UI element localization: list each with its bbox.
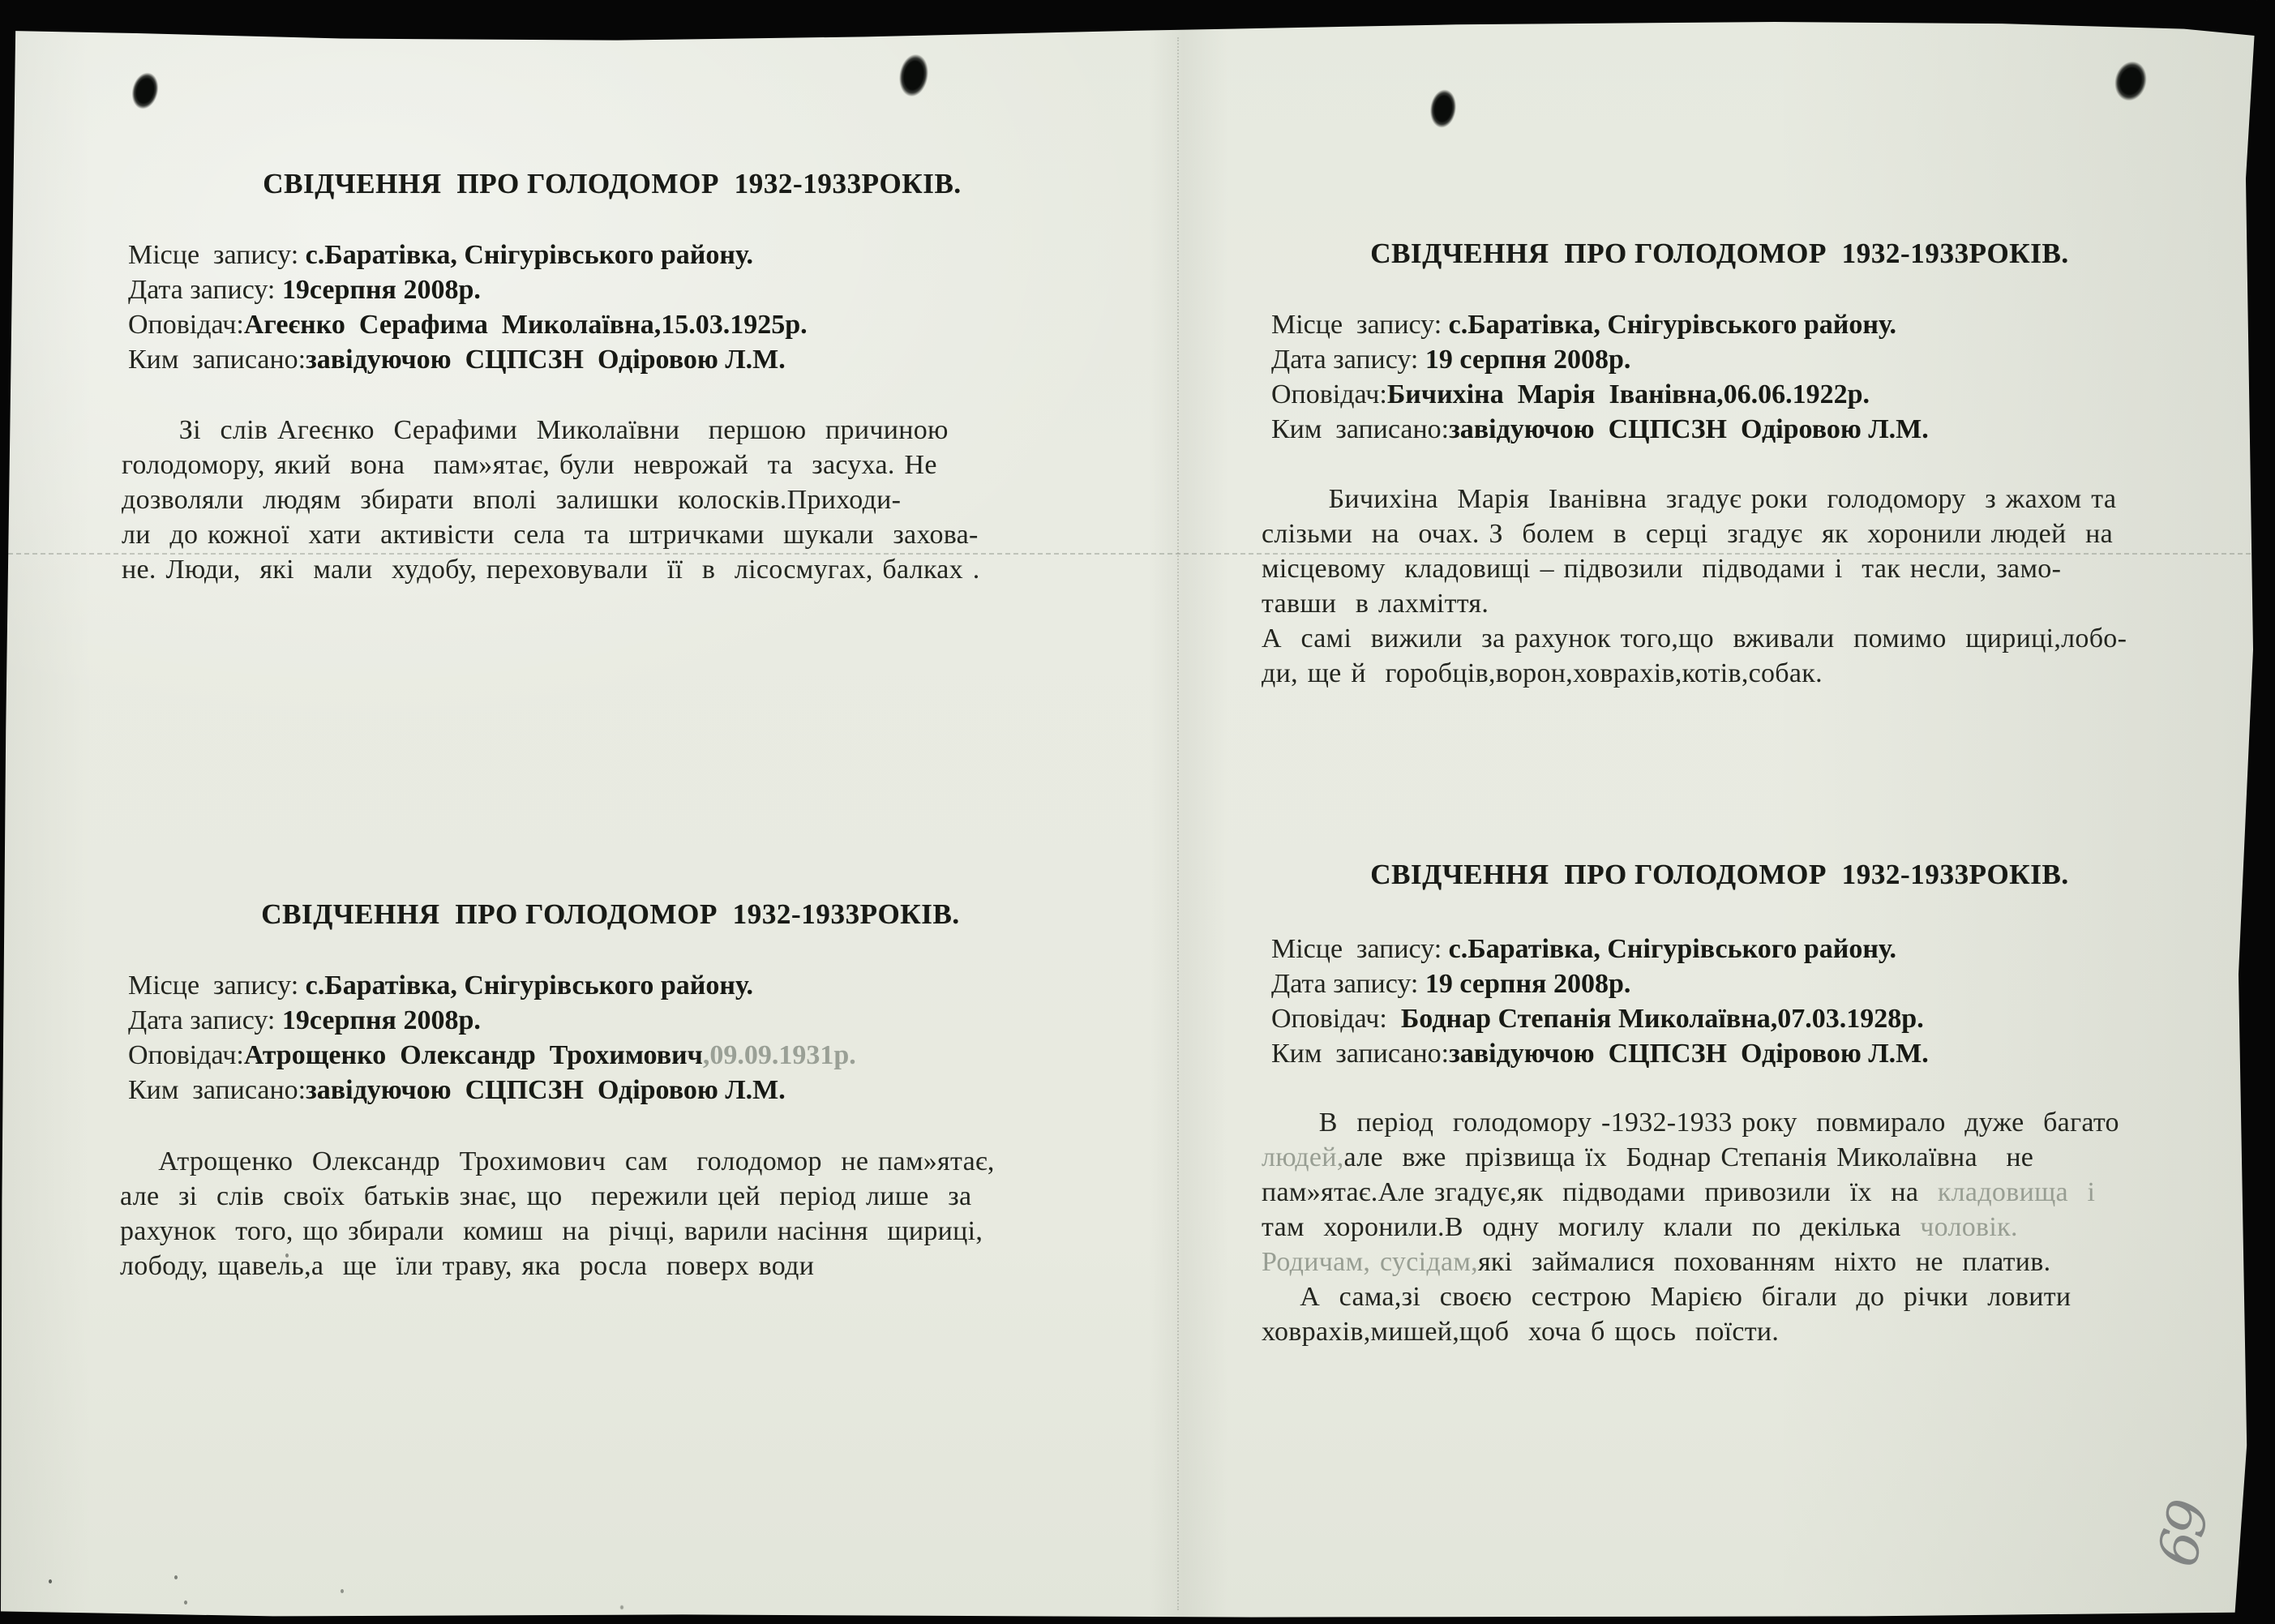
testimony-meta — [128, 968, 856, 1108]
meta-line — [1271, 1036, 1929, 1071]
body-line: голодомору, який вона пам»ятає, були неврожай та засуха. Не — [122, 450, 937, 480]
meta-line — [1271, 412, 1929, 447]
meta-line — [1271, 1001, 1929, 1036]
testimony-meta — [1271, 932, 1929, 1071]
body-line — [1262, 1245, 2275, 1279]
body-line: дозволяли людям збирати вполі залишки колосків.Приходи- — [122, 485, 902, 515]
body-segment: які займалися похованням ніхто не платив. — [1477, 1247, 2051, 1277]
meta-value: завідуючою СЦПСЗН Одіровою Л.М. — [1449, 1039, 1929, 1069]
meta-value: Агеєнко Серафима Миколаївна,15.03.1925р. — [243, 310, 808, 340]
punch-hole — [1425, 85, 1460, 132]
meta-label: Місце запису: — [128, 971, 306, 1001]
body-line: слізьми на очах. З болем в серці згадує як хоронили людей на — [1262, 519, 2113, 549]
meta-value: 19 серпня 2008р. — [1425, 969, 1631, 999]
meta-label: Місце запису: — [1271, 934, 1449, 964]
punch-hole — [126, 66, 165, 114]
body-line: лободу, щавель,а ще їли траву, яка росла поверх води — [120, 1251, 815, 1281]
body-segment: Родичам, сусідам, — [1262, 1247, 1478, 1277]
punch-hole — [2108, 55, 2153, 108]
testimony-body — [122, 413, 1095, 587]
testimony-meta — [128, 238, 808, 377]
body-line: А сама,зі своєю сестрою Марією бігали до річки ловити — [1262, 1282, 2071, 1312]
meta-line — [1271, 377, 1929, 412]
meta-label: Ким записано: — [128, 1075, 306, 1105]
body-line — [1262, 1140, 2275, 1175]
meta-label: Оповідач: — [128, 1040, 244, 1070]
testimony-body — [1262, 1105, 2275, 1349]
body-line: Зі слів Агеєнко Серафими Миколаївни першою причиною — [122, 415, 949, 445]
testimony-title: СВІДЧЕННЯ ПРО ГОЛОДОМОР 1932-1933РОКІВ. — [1370, 238, 2069, 269]
meta-line — [128, 238, 808, 272]
body-segment: але вже прізвища їх Боднар Степанія Миколаївна не — [1343, 1142, 2034, 1172]
meta-line — [128, 342, 808, 377]
meta-value: 19 серпня 2008р. — [1425, 345, 1631, 375]
meta-value: с.Баратівка, Снігурівського району. — [1448, 934, 1897, 964]
handwritten-page-number: 69 — [2143, 1493, 2220, 1568]
meta-label: Дата запису: — [128, 1005, 282, 1035]
meta-line — [1271, 932, 1929, 966]
body-line — [1262, 1175, 2275, 1210]
horizontal-fold-crease — [0, 553, 2275, 555]
meta-line — [1271, 342, 1929, 377]
meta-label: Ким записано: — [1271, 1039, 1450, 1069]
meta-value: завідуючою СЦПСЗН Одіровою Л.М. — [306, 1075, 786, 1105]
meta-value: с.Баратівка, Снігурівського району. — [305, 971, 754, 1001]
body-line — [1262, 1210, 2275, 1245]
meta-label: Оповідач: — [128, 310, 244, 340]
meta-label: Місце запису: — [1271, 310, 1449, 340]
testimony-title: СВІДЧЕННЯ ПРО ГОЛОДОМОР 1932-1933РОКІВ. — [261, 898, 960, 930]
body-segment: кладовища і — [1937, 1177, 2096, 1207]
body-line: ли до кожної хати активісти села та штричками шукали захова- — [122, 520, 979, 550]
testimony-title: СВІДЧЕННЯ ПРО ГОЛОДОМОР 1932-1933РОКІВ. — [1370, 859, 2069, 890]
punch-hole — [893, 49, 934, 102]
meta-label: Дата запису: — [1271, 969, 1425, 999]
body-line: тавши в лахміття. — [1262, 589, 1489, 619]
meta-line — [128, 272, 808, 307]
vertical-fold-crease — [1177, 37, 1179, 1610]
body-line: А самі вижили за рахунок того,що вживали помимо щириці,лобо- — [1262, 623, 2127, 653]
meta-value: Бичихіна Марія Іванівна,06.06.1922р. — [1386, 379, 1870, 409]
body-segment: пам»ятає.Але згадує,як підводами привозили їх на — [1262, 1177, 1938, 1207]
body-line: Бичихіна Марія Іванівна згадує роки голодомору з жахом та — [1262, 484, 2117, 514]
meta-value: с.Баратівка, Снігурівського району. — [1448, 310, 1897, 340]
testimony-meta — [1271, 307, 1929, 447]
meta-label: Дата запису: — [128, 275, 282, 305]
meta-label: Оповідач: — [1271, 1004, 1401, 1034]
meta-label: Місце запису: — [128, 240, 306, 270]
body-line: не. Люди, які мали худобу, переховували її в лісосмугах, балках . — [122, 555, 980, 585]
testimony-body — [1262, 482, 2275, 691]
body-line: ховрахів,мишей,щоб хоча б щось поїсти. — [1262, 1317, 1780, 1347]
body-line: В період голодомору -1932-1933 року повмирало дуже багато — [1262, 1108, 2119, 1138]
body-line: рахунок того, що збирали комиш на річці, варили насіння щириці, — [120, 1216, 983, 1246]
meta-label: Ким записано: — [1271, 414, 1450, 444]
body-line: ди, ще й горобців,ворон,ховрахів,котів,собак. — [1262, 658, 1823, 688]
meta-line — [1271, 307, 1929, 342]
meta-line — [128, 1038, 856, 1073]
paper-specks — [49, 1579, 52, 1583]
meta-value: Боднар Степанія Миколаївна,07.03.1928р. — [1400, 1004, 1924, 1034]
meta-value: 19серпня 2008р. — [281, 275, 481, 305]
meta-line — [128, 1073, 856, 1108]
body-line: але зі слів своїх батьків знає, що пережили цей період лише за — [120, 1181, 972, 1211]
testimony-title: СВІДЧЕННЯ ПРО ГОЛОДОМОР 1932-1933РОКІВ. — [263, 168, 962, 199]
meta-line — [1271, 966, 1929, 1001]
meta-value: с.Баратівка, Снігурівського району. — [305, 240, 754, 270]
meta-label: Ким записано: — [128, 345, 306, 375]
meta-value: завідуючою СЦПСЗН Одіровою Л.М. — [306, 345, 786, 375]
meta-value: 19серпня 2008р. — [281, 1005, 481, 1035]
body-segment: там хоронили.В одну могилу клали по декілька — [1262, 1212, 1921, 1242]
meta-label: Дата запису: — [1271, 345, 1425, 375]
meta-value: завідуючою СЦПСЗН Одіровою Л.М. — [1449, 414, 1929, 444]
testimony-body — [120, 1144, 1093, 1283]
meta-line — [128, 1003, 856, 1038]
body-segment: людей, — [1262, 1142, 1344, 1172]
meta-value-faded: ,09.09.1931р. — [702, 1040, 856, 1070]
body-line: Атрощенко Олександр Трохимович сам голодомор не пам»ятає, — [120, 1146, 995, 1176]
meta-line — [128, 307, 808, 342]
body-segment: чоловік. — [1920, 1212, 2018, 1242]
body-line: місцевому кладовищі – підвозили підводами і так несли, замо- — [1262, 554, 2062, 584]
meta-value: Атрощенко Олександр Трохимович — [243, 1040, 703, 1070]
meta-label: Оповідач: — [1271, 379, 1387, 409]
meta-line — [128, 968, 856, 1003]
